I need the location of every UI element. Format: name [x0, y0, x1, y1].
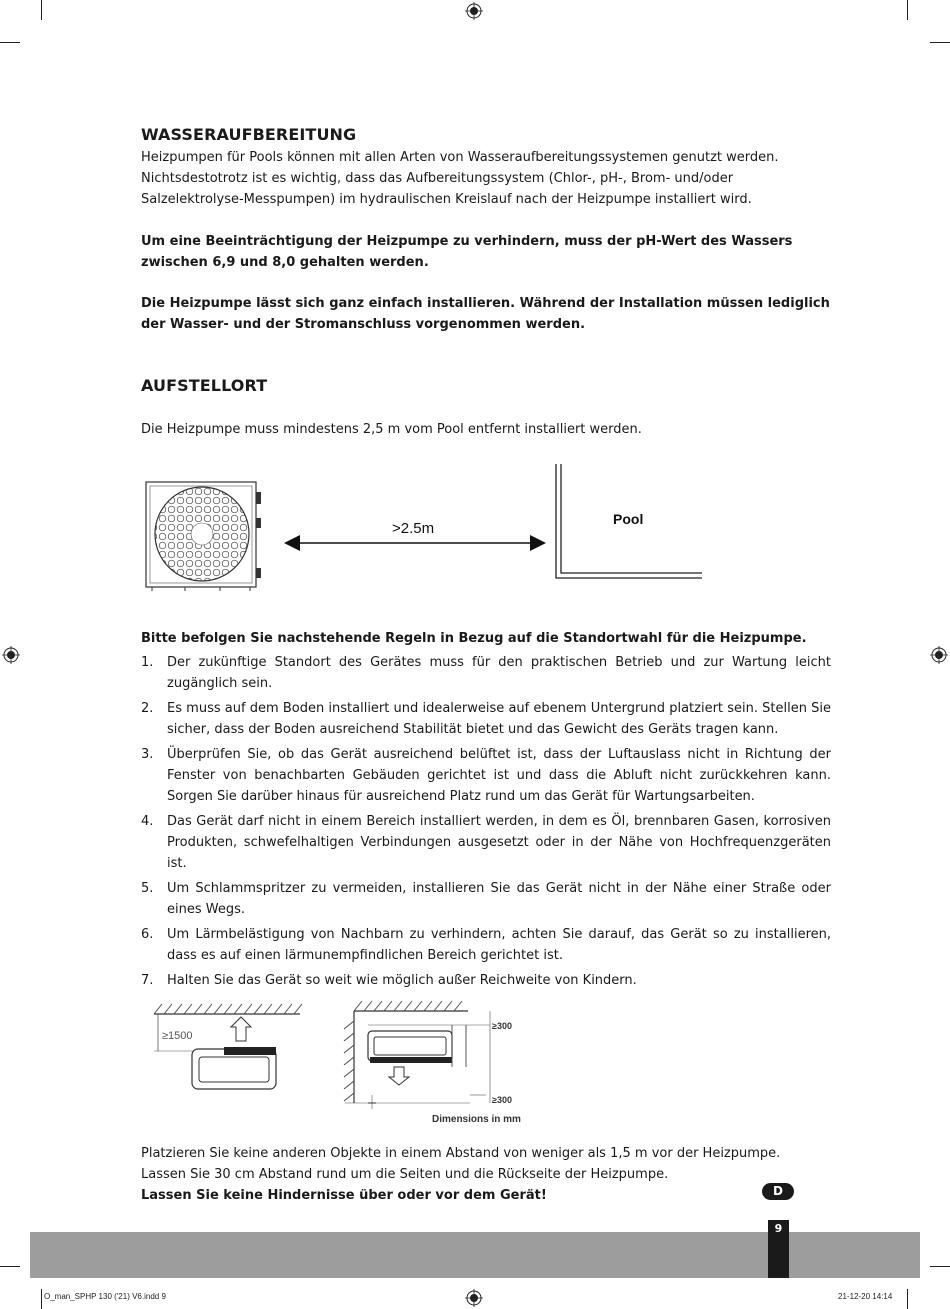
print-file-name: O_man_SPHP 130 ('21) V6.indd 9	[44, 1292, 166, 1301]
distance-diagram	[140, 460, 710, 595]
water-paragraph-ph: Um eine Beeinträchtigung der Heizpumpe zu verhindern, muss der pH-Wert des Wassers zwischen 6,9 und 8,0 gehalten werden.	[141, 234, 793, 270]
closing-line-2: Lassen Sie 30 cm Abstand rund um die Seiten und die Rückseite der Heizpumpe.	[141, 1167, 669, 1182]
distance-arrow	[284, 535, 546, 551]
registration-mark-left	[2, 646, 20, 664]
list-item: 2. Es muss auf dem Boden installiert und idealerweise auf ebenem Untergrund platziert sein. Stellen Sie sicher, dass der Boden ausreichend Stabilität bietet und das Gewicht des Geräts tragen kann.	[141, 701, 831, 737]
room-clearance-figure	[344, 1001, 490, 1109]
side-clearance-label: ≥300	[492, 1095, 512, 1105]
registration-mark-top	[465, 2, 483, 20]
print-date: 21-12-20 14:14	[838, 1292, 893, 1301]
pool-label: Pool	[613, 511, 644, 527]
heat-pump-icon	[146, 482, 261, 591]
rules-list	[141, 652, 831, 995]
clearance-diagram	[140, 995, 540, 1130]
top-clearance-label: ≥300	[492, 1021, 512, 1031]
list-item: 3. Überprüfen Sie, ob das Gerät ausreichend belüftet ist, dass der Luftauslass nicht in Richtung der Fenster von benachbarten Gebäuden gerichtet ist und dass die Abluft nicht zurückkehren kann. Sorgen Sie darüber hinaus für ausreichend Platz rund um das Gerät für Wartungsarbeiten.	[141, 747, 831, 804]
section-title-water: WASSERAUFBEREITUNG	[141, 125, 357, 144]
water-paragraph-1: Heizpumpen für Pools können mit allen Arten von Wasseraufbereitungssystemen genutzt werden. Nichtsdestotrotz ist es wichtig, dass das Aufbereitungssystem (Chlor-, pH-, Brom- und/oder Salzelektrolyse-Messpumpen) im hydraulischen Kreislauf nach der Heizpumpe installiert wird.	[141, 150, 779, 207]
closing-line-3: Lassen Sie keine Hindernisse über oder vor dem Gerät!	[141, 1188, 547, 1203]
page-number: 9	[768, 1220, 789, 1278]
front-clearance-figure	[154, 1004, 302, 1089]
location-intro: Die Heizpumpe muss mindestens 2,5 m vom Pool entfernt installiert werden.	[141, 422, 642, 437]
registration-mark-bottom	[465, 1289, 483, 1307]
closing-line-1: Platzieren Sie keine anderen Objekte in einem Abstand von weniger als 1,5 m vor der Heizpumpe.	[141, 1146, 781, 1161]
registration-mark-right	[930, 646, 948, 664]
list-item: 5. Um Schlammspritzer zu vermeiden, installieren Sie das Gerät nicht in der Nähe einer Straße oder eines Wegs.	[141, 881, 831, 917]
list-item: 4. Das Gerät darf nicht in einem Bereich installiert werden, in dem es Öl, brennbaren Gasen, korrosiven Produkten, schwefelhaltigen Verbindungen ausgesetzt oder in der Nähe von Hochfrequenzgeräten ist.	[141, 814, 831, 871]
language-badge: D	[762, 1183, 794, 1200]
section-title-location: AUFSTELLORT	[141, 376, 268, 395]
dimensions-caption: Dimensions in mm	[432, 1114, 521, 1125]
water-paragraph-install: Die Heizpumpe lässt sich ganz einfach installieren. Während der Installation müssen lediglich der Wasser- und der Stromanschluss vorgenommen werden.	[141, 296, 830, 332]
list-item: 1. Der zukünftige Standort des Gerätes muss für den praktischen Betrieb und zur Wartung leicht zugänglich sein.	[141, 655, 831, 691]
list-item: 6. Um Lärmbelästigung von Nachbarn zu verhindern, achten Sie darauf, das Gerät so zu installieren, dass es auf einen lärmunempfindlichen Bereich gerichtet ist.	[141, 927, 831, 963]
rules-heading: Bitte befolgen Sie nachstehende Regeln in Bezug auf die Standortwahl für die Heizpumpe.	[141, 631, 807, 646]
front-clearance-label: ≥1500	[162, 1030, 193, 1042]
distance-label: >2.5m	[392, 520, 435, 537]
list-item: 7. Halten Sie das Gerät so weit wie möglich außer Reichweite von Kindern.	[141, 973, 637, 988]
